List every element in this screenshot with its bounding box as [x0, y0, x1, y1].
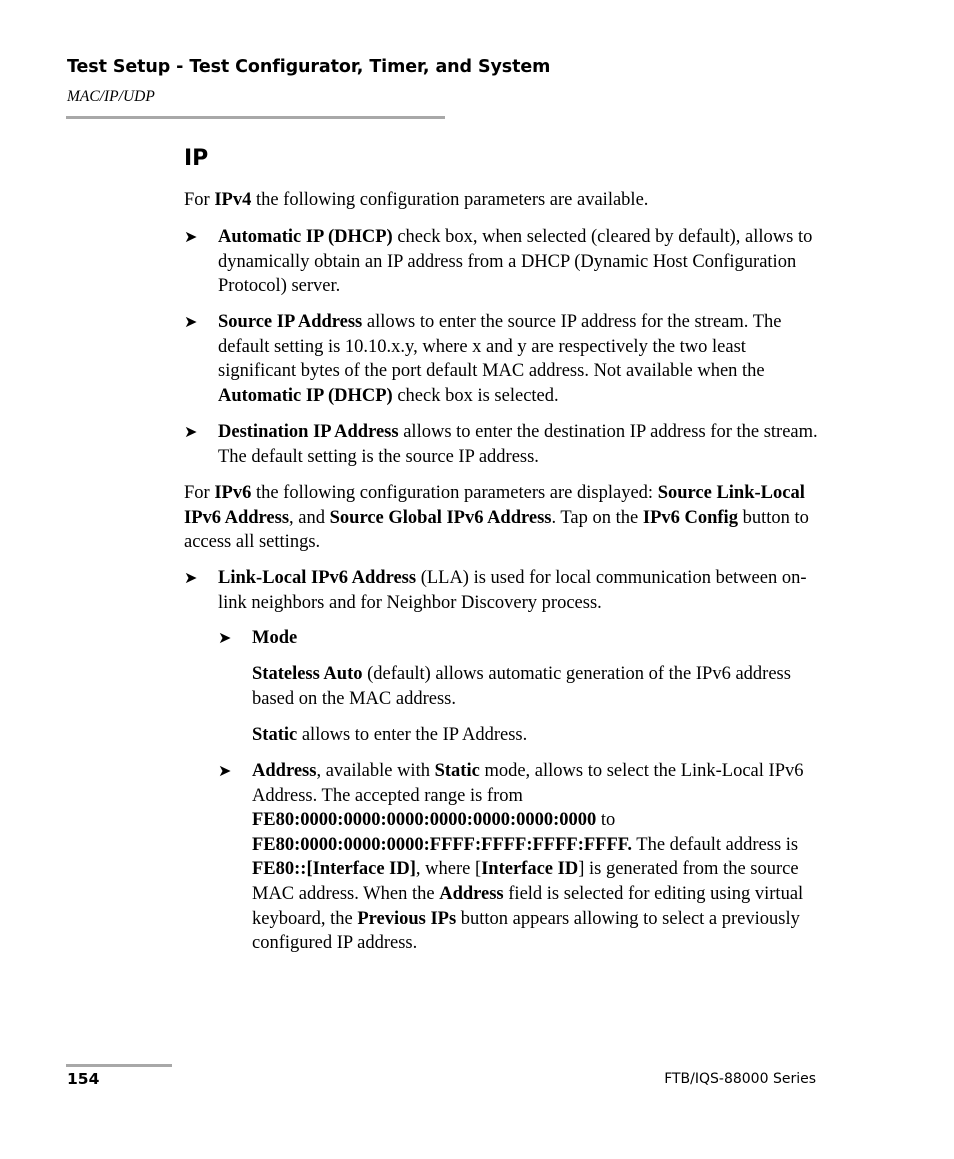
text-run: , available with	[316, 761, 435, 781]
bullet-destination-ip	[184, 420, 818, 469]
bold-term: Address	[439, 883, 504, 904]
text-run: field is selected for editing using virtual keyboard, the	[252, 883, 804, 929]
bold-term: Stateless Auto	[252, 664, 363, 684]
section-heading: IP	[184, 146, 209, 171]
product-series: FTB/IQS-88000 Series	[664, 1071, 816, 1087]
text-run: allows to enter the destination IP address for the stream. The default setting is the source IP address.	[218, 422, 818, 467]
bullet-automatic-ip	[184, 225, 818, 299]
page-number: 154	[67, 1070, 100, 1088]
text-run: check box, when selected (cleared by default), allows to dynamically obtain an IP address from a DHCP (Dynamic Host Configuration Protocol) server.	[218, 227, 813, 297]
text-run: to	[596, 810, 616, 831]
bold-term: Previous IPs	[357, 908, 457, 929]
text-run: For	[184, 483, 215, 503]
bold-term: Source Link-Local IPv6 Address	[184, 483, 805, 528]
bold-term: IPv6 Config	[642, 507, 738, 528]
bold-term: Interface ID	[481, 859, 579, 880]
bullet-arrow-icon: ➤	[184, 422, 198, 441]
bullet-arrow-icon: ➤	[218, 761, 232, 780]
bullet-link-local-ipv6	[184, 566, 818, 615]
text-run: allows to enter the IP Address.	[297, 725, 528, 745]
bold-term: Source Global IPv6 Address	[329, 507, 552, 528]
bold-term: Mode	[252, 628, 298, 648]
bold-term: Static	[252, 725, 298, 745]
mode-static-paragraph	[252, 723, 818, 748]
text-run: , where [	[415, 859, 482, 880]
text-run: (LLA) is used for local communication between on-link neighbors and for Neighbor Discovery process.	[218, 568, 807, 613]
bullet-arrow-icon: ➤	[184, 568, 198, 587]
bold-term: Destination IP Address	[218, 422, 399, 442]
text-run: , and	[289, 507, 330, 528]
bullet-source-ip	[184, 310, 818, 408]
sub-bullet-mode	[218, 626, 818, 651]
bold-term: Address	[252, 761, 317, 781]
bold-term: Static	[434, 761, 480, 781]
text-run: The default address is	[632, 834, 799, 855]
footer-rule	[66, 1064, 172, 1067]
bold-term: FE80:0000:0000:0000:FFFF:FFFF:FFFF:FFFF.	[252, 834, 632, 855]
header-rule	[66, 116, 445, 119]
text-run: button appears allowing to select a previously configured IP address.	[252, 908, 800, 954]
ipv6-intro-paragraph	[184, 481, 814, 555]
text-run: the following configuration parameters are displayed:	[251, 483, 658, 503]
bold-term: Automatic IP (DHCP)	[218, 227, 393, 247]
text-run: the following configuration parameters are available.	[251, 190, 649, 210]
bold-term: Automatic IP (DHCP)	[218, 385, 393, 406]
bullet-arrow-icon: ➤	[184, 312, 198, 331]
text-run: button to access all settings.	[184, 507, 809, 553]
bold-term: Source IP Address	[218, 312, 363, 332]
text-run: (default) allows automatic generation of the IPv6 address based on the MAC address.	[252, 664, 791, 709]
bullet-arrow-icon: ➤	[184, 227, 198, 246]
bold-term: FE80:0000:0000:0000:0000:0000:0000:0000	[252, 810, 597, 831]
text-run: mode, allows to select the Link-Local IPv6 Address. The accepted range is from	[252, 761, 804, 806]
bold-term: IPv4	[214, 190, 252, 210]
bold-term: IPv6	[214, 483, 252, 503]
ipv4-intro-paragraph	[184, 188, 814, 213]
text-run: For	[184, 190, 215, 210]
bold-term: Link-Local IPv6 Address	[218, 568, 417, 588]
bullet-arrow-icon: ➤	[218, 628, 232, 647]
running-header-subtitle: MAC/IP/UDP	[67, 88, 155, 105]
mode-stateless-paragraph	[252, 662, 818, 711]
running-header-title: Test Setup - Test Configurator, Timer, and System	[67, 57, 551, 77]
bold-term: FE80::[Interface ID]	[252, 859, 416, 880]
text-run: allows to enter the source IP address for the stream. The default setting is 10.10.x.y, where x and y are respectively the two least significant bytes of the port default MAC address. Not available when the	[218, 312, 782, 382]
text-run: . Tap on the	[551, 507, 643, 528]
sub-bullet-address	[218, 759, 818, 956]
text-run: check box is selected.	[392, 385, 559, 406]
text-run: ] is generated from the source MAC address. When the	[252, 859, 799, 904]
